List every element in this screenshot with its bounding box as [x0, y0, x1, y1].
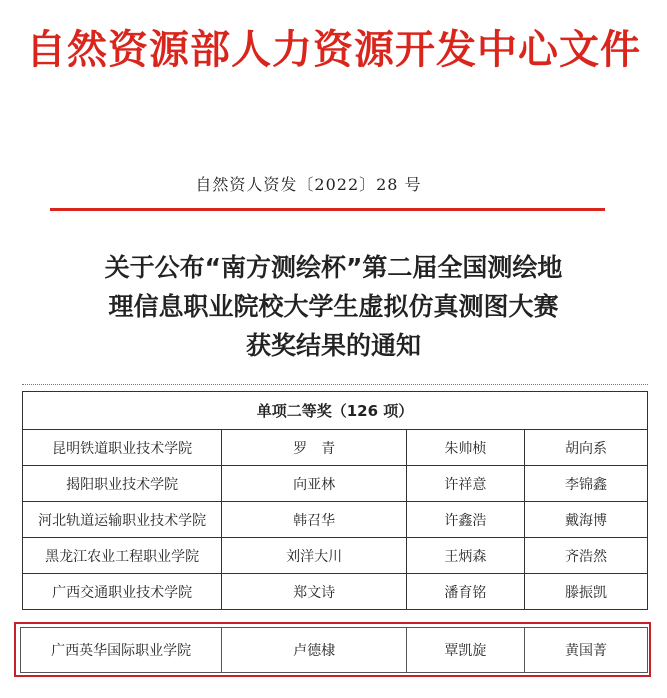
- name-cell: 许鑫浩: [406, 502, 524, 538]
- table-top-rule: [22, 384, 648, 385]
- document-number: 自然资人资发〔2022〕28 号: [195, 175, 422, 194]
- table-row: [23, 466, 648, 502]
- table-row: [23, 574, 648, 610]
- name-cell: 卢德棣: [222, 628, 407, 673]
- school-cell: 广西英华国际职业学院: [21, 628, 222, 673]
- name-cell: 朱帅桢: [406, 430, 524, 466]
- name-cell: 刘洋大川: [222, 538, 407, 574]
- school-cell: 广西交通职业技术学院: [23, 574, 222, 610]
- name-cell: 李锦鑫: [524, 466, 647, 502]
- highlighted-row-table: [20, 627, 648, 673]
- highlighted-table-row: [21, 628, 648, 673]
- name-cell: 郑文诗: [222, 574, 407, 610]
- name-cell: 滕振凯: [524, 574, 647, 610]
- table-row: [23, 430, 648, 466]
- name-cell: 潘育铭: [406, 574, 524, 610]
- table-row: [23, 538, 648, 574]
- school-cell: 河北轨道运输职业技术学院: [23, 502, 222, 538]
- name-cell: 覃凯旋: [406, 628, 524, 673]
- name-cell: 韩召华: [222, 502, 407, 538]
- name-cell: 向亚林: [222, 466, 407, 502]
- name-cell: 黄国菁: [524, 628, 647, 673]
- name-cell: 罗 青: [222, 430, 407, 466]
- name-cell: 王炳森: [406, 538, 524, 574]
- school-cell: 揭阳职业技术学院: [23, 466, 222, 502]
- header-red-rule: [50, 208, 605, 211]
- school-cell: 黑龙江农业工程职业学院: [23, 538, 222, 574]
- name-cell: 戴海博: [524, 502, 647, 538]
- section-header: 单项二等奖（126 项）: [23, 392, 648, 430]
- award-table: [22, 391, 648, 610]
- notice-title-line: 理信息职业院校大学生虚拟仿真测图大赛: [108, 292, 559, 321]
- notice-title-line: 获奖结果的通知: [245, 331, 421, 360]
- table-row: [23, 502, 648, 538]
- name-cell: 齐浩然: [524, 538, 647, 574]
- school-cell: 昆明铁道职业技术学院: [23, 430, 222, 466]
- name-cell: 胡向系: [524, 430, 647, 466]
- table-header-row: [23, 392, 648, 430]
- notice-title: [40, 248, 627, 365]
- org-header-title: 自然资源部人力资源开发中心文件: [26, 26, 641, 73]
- name-cell: 许祥意: [406, 466, 524, 502]
- notice-title-line: 关于公布“南方测绘杯”第二届全国测绘地: [104, 253, 563, 282]
